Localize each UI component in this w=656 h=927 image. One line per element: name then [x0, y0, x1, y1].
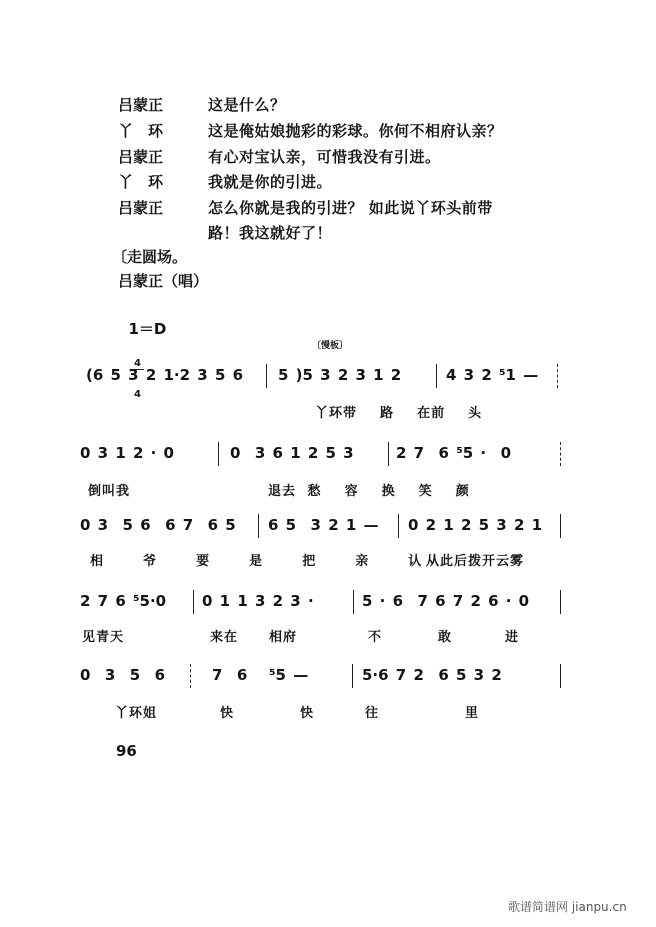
speaker: 丫 环: [118, 122, 164, 140]
dialogue-line: 我就是你的引进。: [208, 173, 333, 191]
bar-line: [388, 442, 389, 466]
measure: 2 7 6 ⁵5 · 0: [396, 444, 512, 462]
dialogue-line: 这是俺姑娘抛彩的彩球。你何不相府认亲？: [208, 122, 503, 140]
measure: 0 3 5 6 6 7 6 5: [80, 516, 236, 534]
bar-line: [258, 514, 259, 538]
bar-line: [436, 364, 437, 388]
bar-line: [190, 664, 191, 688]
bar-line: [193, 590, 194, 614]
measure: 0 3 5 6: [80, 666, 166, 684]
measure: 6 5 3 2 1 —: [268, 516, 379, 534]
lyrics: 快: [220, 706, 235, 721]
measure: 0 3 1 2 · 0: [80, 444, 174, 462]
bar-line: [398, 514, 399, 538]
time-signature-bottom: 4: [133, 389, 141, 400]
bar-line: [560, 590, 561, 614]
lyrics: 不: [368, 630, 383, 645]
speaker: 吕蒙正: [118, 148, 164, 166]
measure: 7 6 ⁵5 —: [212, 666, 309, 684]
measure: 5 · 6 7 6 7 2 6 · 0: [362, 592, 530, 610]
singer-label: 吕蒙正（唱）: [118, 272, 209, 290]
measure: 0 2 1 2 5 3 2 1: [408, 516, 543, 534]
lyrics: 见青天: [82, 630, 125, 645]
key-text: 1＝D: [128, 320, 167, 338]
lyrics: 从此后拨开云雾: [426, 554, 525, 569]
measure: 0 3 6 1 2 5 3: [230, 444, 354, 462]
measure: 5 )5 3 2 3 1 2: [278, 366, 402, 384]
lyrics: 敢: [438, 630, 453, 645]
lyrics: 来在 相府: [210, 630, 298, 645]
lyrics: 里: [465, 706, 480, 721]
speaker: 吕蒙正: [118, 96, 164, 114]
key-signature: [118, 300, 166, 420]
time-signature-top: 4: [130, 359, 144, 370]
dialogue-line: 有心对宝认亲，可惜我没有引进。: [208, 148, 441, 166]
speaker: 丫 环: [118, 173, 164, 191]
lyrics: 进: [505, 630, 520, 645]
watermark: 歌谱简谱网 jianpu.cn: [508, 900, 627, 914]
measure: 4 3 2 ⁵1 —: [446, 366, 539, 384]
measure: 5·6 7 2 6 5 3 2: [362, 666, 502, 684]
dialogue-line: 路！我这就好了！: [208, 224, 333, 242]
dialogue-line: 这是什么？: [208, 96, 286, 114]
bar-line: [353, 590, 354, 614]
lyrics: 相 爷 要 是 把 亲 认: [90, 554, 423, 569]
lyrics: 往: [365, 706, 380, 721]
measure: 0 1 1 3 2 3 ·: [202, 592, 314, 610]
stage-direction: 〔走圆场。: [112, 248, 188, 266]
lyrics: 快: [300, 706, 315, 721]
lyrics: 丫环姐: [115, 706, 158, 721]
speaker: 吕蒙正: [118, 199, 164, 217]
dialogue-line: 怎么你就是我的引进？ 如此说丫环头前带: [208, 199, 493, 217]
lyrics: 倒叫我: [88, 484, 131, 499]
repeat-bar-line: [560, 442, 561, 466]
bar-line: [352, 664, 353, 688]
measure: 2 7 6 ⁵5·0: [80, 592, 167, 610]
lyrics: 退去 愁 容 换 笑 颜: [268, 484, 470, 499]
measure: (6 5 3 2 1·2 3 5 6: [86, 366, 244, 384]
lyrics: 丫环带 路 在前 头: [315, 406, 483, 421]
bar-line: [560, 514, 561, 538]
bar-line: [266, 364, 267, 388]
bar-line: [218, 442, 219, 466]
repeat-bar-line: [557, 364, 558, 388]
tempo-mark: 〔慢板〕: [312, 341, 349, 351]
bar-line: [560, 664, 561, 688]
page-number: 96: [116, 742, 137, 760]
